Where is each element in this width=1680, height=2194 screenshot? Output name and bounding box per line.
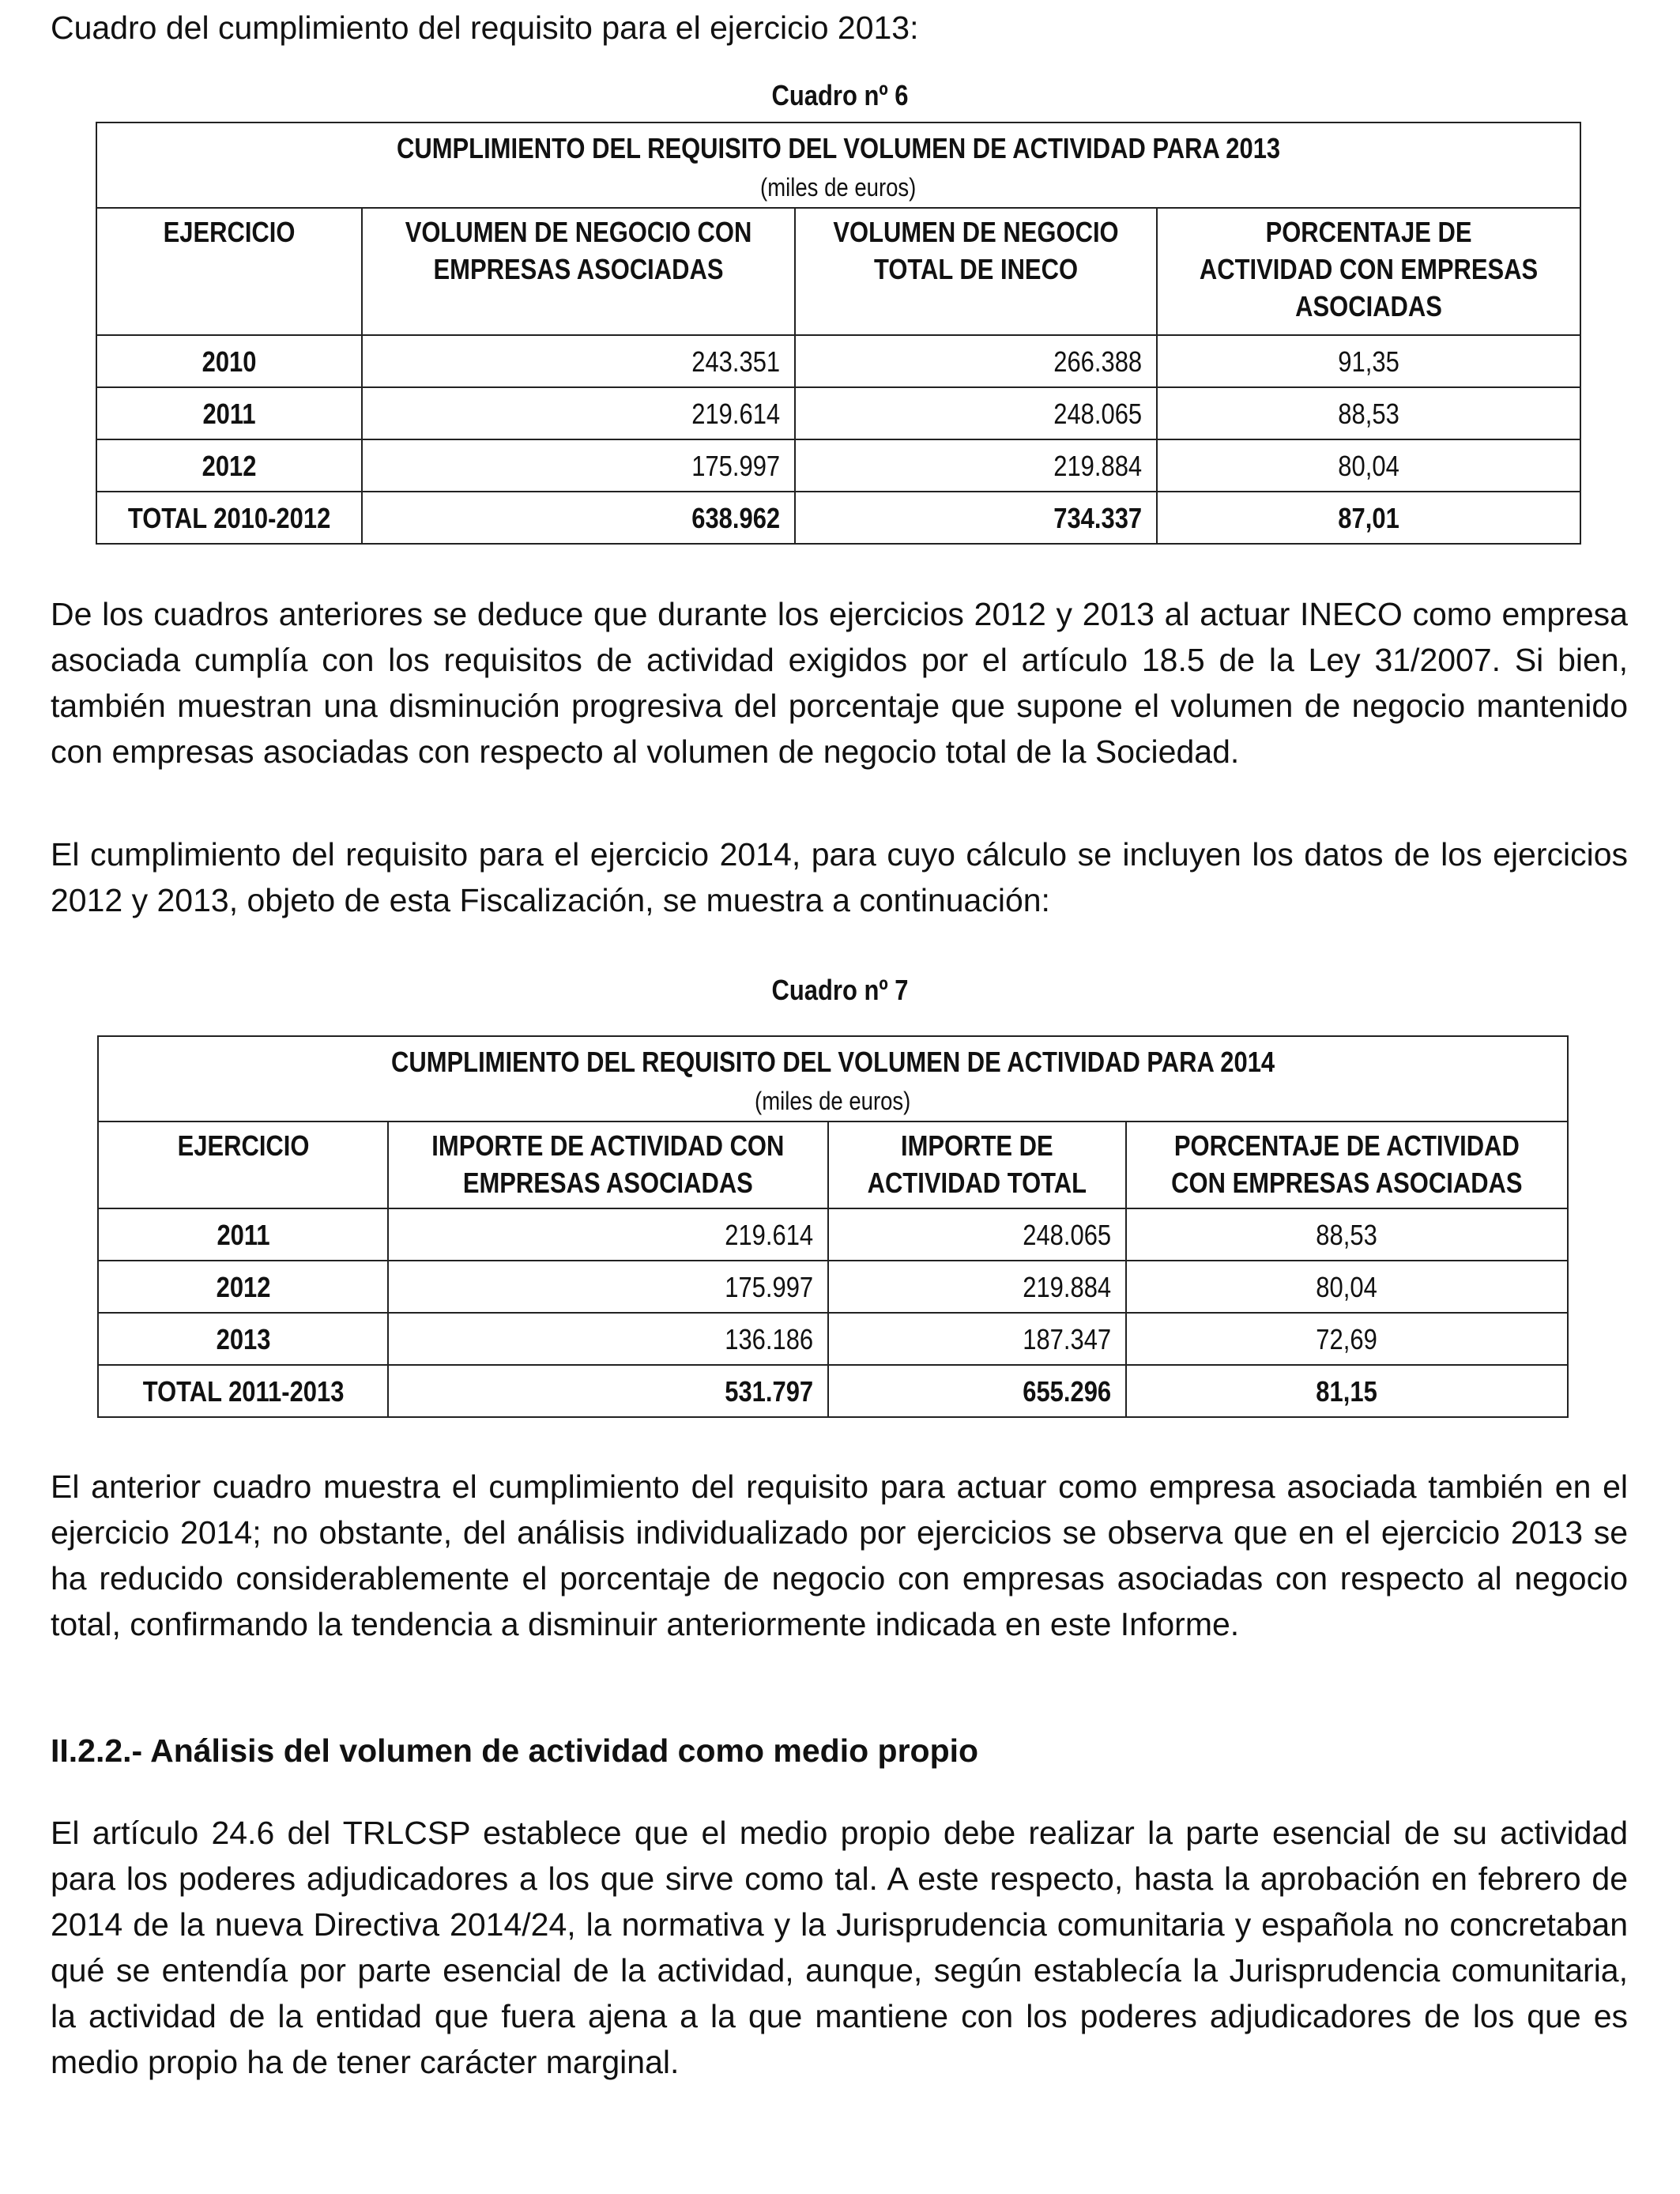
table6-units: (miles de euros) (760, 173, 917, 202)
table6-header-row (96, 208, 1580, 335)
table-row: 2011 219.614 248.065 88,53 (98, 1208, 1568, 1261)
table-7 (97, 1035, 1569, 1418)
table-row: 2012 175.997 219.884 80,04 (98, 1261, 1568, 1313)
table7-total-row: TOTAL 2011-2013 531.797 655.296 81,15 (98, 1365, 1568, 1417)
table7-header-pct: PORCENTAJE DE ACTIVIDAD CON EMPRESAS ASOCIADAS (1171, 1129, 1523, 1199)
table6-header-total: VOLUMEN DE NEGOCIO TOTAL DE INECO (833, 216, 1119, 285)
table6-caption: Cuadro nº 6 (771, 79, 909, 111)
table6-total-row: TOTAL 2010-2012 638.962 734.337 87,01 (96, 492, 1580, 544)
paragraph-2: El cumplimiento del requisito para el ejercicio 2014, para cuyo cálculo se incluyen los datos de los ejercicios 2012 y 2013, objeto de esta Fiscalización, se muestra a continuación: (51, 836, 1628, 918)
section-heading: II.2.2.- Análisis del volumen de actividad como medio propio (51, 1732, 979, 1769)
table7-header-ejercicio: EJERCICIO (177, 1129, 310, 1162)
table7-units: (miles de euros) (755, 1087, 911, 1115)
table-row: 2012 175.997 219.884 80,04 (96, 439, 1580, 492)
table7-header-row (98, 1122, 1568, 1208)
table6-header-ejercicio: EJERCICIO (163, 216, 296, 248)
table-row: 2013 136.186 187.347 72,69 (98, 1313, 1568, 1365)
table6-header-pct: PORCENTAJE DE ACTIVIDAD CON EMPRESAS ASOCIADAS (1200, 216, 1539, 322)
paragraph-3: El anterior cuadro muestra el cumplimiento del requisito para actuar como empresa asociada también en el ejercicio 2014; no obstante, del análisis individualizado por ejercicios se observa que en el ejercicio 2013 se ha reducido considerablemente el porcentaje de negocio con empresas asociadas con respecto al negocio total, confirmando la tendencia a disminuir anteriormente indicada en este Informe. (51, 1468, 1628, 1642)
table6-header-asoc: VOLUMEN DE NEGOCIO CON EMPRESAS ASOCIADAS (405, 216, 752, 285)
paragraph-4: El artículo 24.6 del TRLCSP establece que el medio propio debe realizar la parte esencial de su actividad para los poderes adjudicadores a los que sirve como tal. A este respecto, hasta la aprobación en febrero de 2014 de la nueva Directiva 2014/24, la normativa y la Jurisprudencia comunitaria y española no concretaban qué se entendía por parte esencial de la actividad, aunque, según establecía la Jurisprudencia comunitaria, la actividad de la entidad que fuera ajena a la que mantiene con los poderes adjudicadores de los que es medio propio ha de tener carácter marginal. (51, 1815, 1628, 2080)
table-row: 2010 243.351 266.388 91,35 (96, 335, 1580, 387)
table7-caption: Cuadro nº 7 (771, 974, 909, 1006)
table6-title: CUMPLIMIENTO DEL REQUISITO DEL VOLUMEN DE ACTIVIDAD PARA 2013 (397, 132, 1281, 164)
table-6 (96, 122, 1581, 545)
table7-header-total: IMPORTE DE ACTIVIDAD TOTAL (867, 1129, 1087, 1199)
table-row: 2011 219.614 248.065 88,53 (96, 387, 1580, 439)
intro-text: Cuadro del cumplimiento del requisito para el ejercicio 2013: (51, 9, 919, 46)
paragraph-1: De los cuadros anteriores se deduce que durante los ejercicios 2012 y 2013 al actuar INECO como empresa asociada cumplía con los requisitos de actividad exigidos por el artículo 18.5 de la Ley 31/2007. Si bien, también muestran una disminución progresiva del porcentaje que supone el volumen de negocio mantenido con empresas asociadas con respecto al volumen de negocio total de la Sociedad. (51, 596, 1628, 770)
table7-header-asoc: IMPORTE DE ACTIVIDAD CON EMPRESAS ASOCIADAS (431, 1129, 785, 1199)
table7-title: CUMPLIMIENTO DEL REQUISITO DEL VOLUMEN DE ACTIVIDAD PARA 2014 (390, 1046, 1275, 1078)
